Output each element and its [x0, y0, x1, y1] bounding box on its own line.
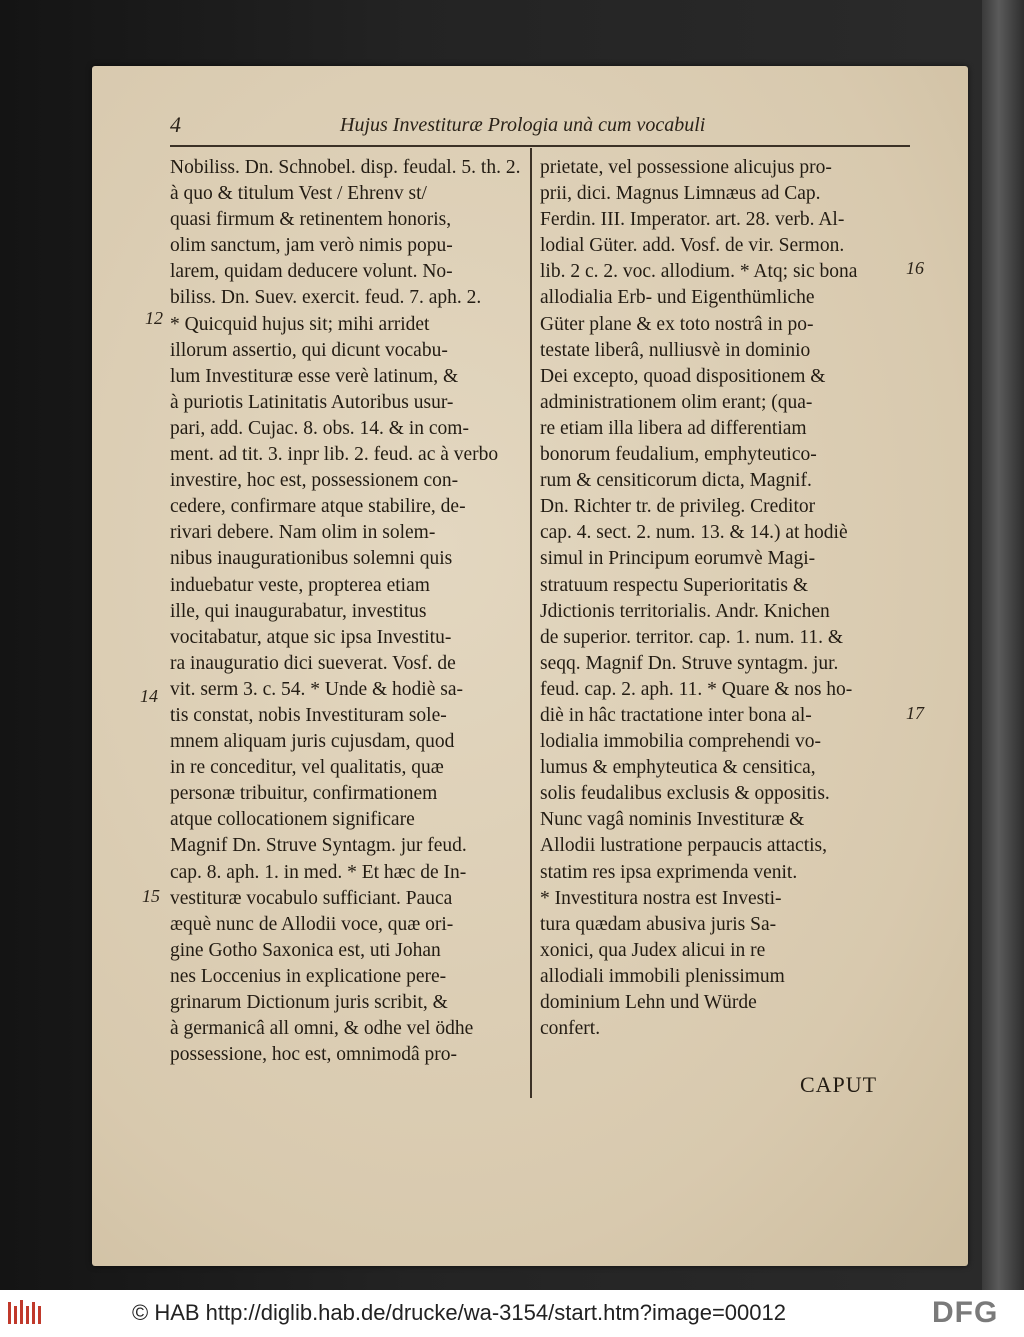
- left-column-line: nes Loccenius in explicatione pere-: [170, 965, 447, 987]
- left-column-line: vestituræ vocabulo sufficiant. Pauca: [170, 887, 453, 909]
- right-column-line: Nunc vagâ nominis Investituræ &: [540, 809, 805, 831]
- left-column-line: possessione, hoc est, omnimodâ pro-: [170, 1044, 458, 1066]
- left-column-line: vocitabatur, atque sic ipsa Investitu-: [170, 626, 452, 648]
- margin-number-12: 12: [145, 308, 163, 328]
- left-column-line: æquè nunc de Allodii voce, quæ ori-: [170, 913, 454, 935]
- library-logo-icon: [6, 1298, 48, 1328]
- left-column-line: cap. 8. aph. 1. in med. * Et hæc de In-: [170, 861, 467, 883]
- left-column: [170, 155, 522, 1068]
- left-column-line: in re conceditur, vel qualitatis, quæ: [170, 757, 444, 779]
- left-column-line: cedere, confirmare atque stabilire, de-: [170, 496, 466, 518]
- left-column-line: larem, quidam deducere volunt. No-: [170, 261, 453, 283]
- left-column-line: induebatur veste, propterea etiam: [170, 574, 430, 596]
- left-column-line: investire, hoc est, possessionem con-: [170, 470, 459, 492]
- left-column-line: rivari debere. Nam olim in solem-: [170, 522, 436, 544]
- right-column-line: feud. cap. 2. aph. 11. * Quare & nos ho-: [540, 678, 853, 700]
- book-spine: [982, 0, 1024, 1290]
- left-column-line: biliss. Dn. Suev. exercit. feud. 7. aph. 2.: [170, 287, 482, 309]
- right-column-line: Ferdin. III. Imperator. art. 28. verb. Al-: [540, 209, 845, 231]
- right-column-line: * Investitura nostra est Investi-: [540, 887, 782, 909]
- margin-number-16: 16: [906, 258, 924, 278]
- left-column-line: illorum assertio, qui dicunt vocabu-: [170, 339, 448, 361]
- right-column-line: lumus & emphyteutica & censitica,: [540, 757, 816, 779]
- right-column-line: testate liberâ, nulliusvè in dominio: [540, 339, 811, 361]
- left-column-line: olim sanctum, jam verò nimis popu-: [170, 235, 453, 257]
- right-column-line: lodial Güter. add. Vosf. de vir. Sermon.: [540, 235, 845, 257]
- right-column-line: Allodii lustratione perpaucis attactis,: [540, 835, 828, 857]
- right-column-line: Güter plane & ex toto nostrâ in po-: [540, 313, 814, 335]
- margin-number-17: 17: [906, 703, 924, 723]
- left-column-line: à quo & titulum Vest / Ehrenv st/: [170, 183, 427, 205]
- left-column-line: vit. serm 3. c. 54. * Unde & hodiè sa-: [170, 678, 463, 700]
- left-column-line: lum Investituræ esse verè latinum, &: [170, 365, 459, 387]
- margin-number-14: 14: [140, 686, 158, 706]
- left-column-line: tis constat, nobis Investituram sole-: [170, 704, 447, 726]
- footer-copyright-link[interactable]: © HAB http://diglib.hab.de/drucke/wa-3154/start.htm?image=00012: [132, 1300, 786, 1325]
- left-column-line: Magnif Dn. Struve Syntagm. jur feud.: [170, 835, 467, 857]
- left-column-line: Nobiliss. Dn. Schnobel. disp. feudal. 5. th. 2.: [170, 157, 521, 178]
- footer-bar: [0, 1290, 1024, 1337]
- right-column-line: de superior. territor. cap. 1. num. 11. &: [540, 626, 844, 648]
- left-column-line: mnem aliquam juris cujusdam, quod: [170, 731, 455, 753]
- left-column-line: * Quicquid hujus sit; mihi arridet: [170, 313, 430, 335]
- right-column-line: Dn. Richter tr. de privileg. Creditor: [540, 496, 816, 518]
- dfg-logo: DFG: [932, 1296, 999, 1329]
- right-column-line: prii, dici. Magnus Limnæus ad Cap.: [540, 183, 821, 205]
- right-column-line: xonici, qua Judex alicui in re: [540, 939, 766, 961]
- right-column-line: dominium Lehn und Würde: [540, 992, 757, 1013]
- left-column-line: ment. ad tit. 3. inpr lib. 2. feud. ac à verbo: [170, 444, 499, 466]
- left-column-line: à germanicâ all omni, & odhe vel ödhe: [170, 1018, 474, 1040]
- right-column-line: rum & censiticorum dicta, Magnif.: [540, 470, 812, 492]
- left-column-line: nibus inaugurationibus solemni quis: [170, 548, 453, 570]
- left-column-line: à puriotis Latinitatis Autoribus usur-: [170, 391, 454, 413]
- right-column-line: prietate, vel possessione alicujus pro-: [540, 157, 832, 178]
- right-column-line: cap. 4. sect. 2. num. 13. & 14.) at hodiè: [540, 522, 848, 544]
- page-header: [170, 112, 770, 144]
- catchword: CAPUT: [800, 1072, 878, 1097]
- margin-number-15: 15: [142, 886, 160, 906]
- left-column-line: quasi firmum & retinentem honoris,: [170, 209, 452, 231]
- right-column-line: simul in Principum eorumvè Magi-: [540, 548, 816, 570]
- right-column-line: diè in hâc tractatione inter bona al-: [540, 704, 812, 726]
- left-column-line: pari, add. Cujac. 8. obs. 14. & in com-: [170, 417, 469, 439]
- right-column-line: allodiali immobili plenissimum: [540, 965, 785, 987]
- running-head: Hujus Investituræ Prologia unà cum vocabuli: [340, 114, 706, 136]
- right-column-line: Jdictionis territorialis. Andr. Knichen: [540, 600, 830, 622]
- right-column-line: stratuum respectu Superioritatis &: [540, 574, 809, 596]
- right-column-line: lodialia immobilia comprehendi vo-: [540, 731, 822, 753]
- left-column-line: grinarum Dictionum juris scribit, &: [170, 992, 448, 1013]
- right-column-line: statim res ipsa exprimenda venit.: [540, 861, 798, 883]
- right-column-line: seqq. Magnif Dn. Struve syntagm. jur.: [540, 652, 839, 674]
- right-column-line: allodialia Erb- und Eigenthümliche: [540, 287, 815, 309]
- page-number: 4: [170, 112, 181, 137]
- right-column-line: administrationem olim erant; (qua-: [540, 391, 813, 413]
- left-column-line: ille, qui inaugurabatur, investitus: [170, 600, 427, 622]
- left-column-line: ra inauguratio dici sueverat. Vosf. de: [170, 652, 456, 674]
- left-column-line: gine Gotho Saxonica est, uti Johan: [170, 939, 441, 961]
- left-column-line: personæ tribuitur, confirmationem: [170, 783, 438, 805]
- right-column-line: Dei excepto, quoad dispositionem &: [540, 365, 826, 387]
- right-column-line: tura quædam abusiva juris Sa-: [540, 913, 777, 935]
- right-column-line: re etiam illa libera ad differentiam: [540, 417, 807, 439]
- right-column-line: confert.: [540, 1018, 601, 1040]
- column-divider: [530, 148, 532, 1098]
- header-rule: [170, 145, 910, 147]
- right-column: [540, 155, 900, 1042]
- left-column-line: atque collocationem significare: [170, 809, 415, 831]
- right-column-line: lib. 2 c. 2. voc. allodium. * Atq; sic bona: [540, 261, 858, 283]
- right-column-line: solis feudalibus exclusis & oppositis.: [540, 783, 830, 805]
- right-column-line: bonorum feudalium, emphyteutico-: [540, 444, 817, 466]
